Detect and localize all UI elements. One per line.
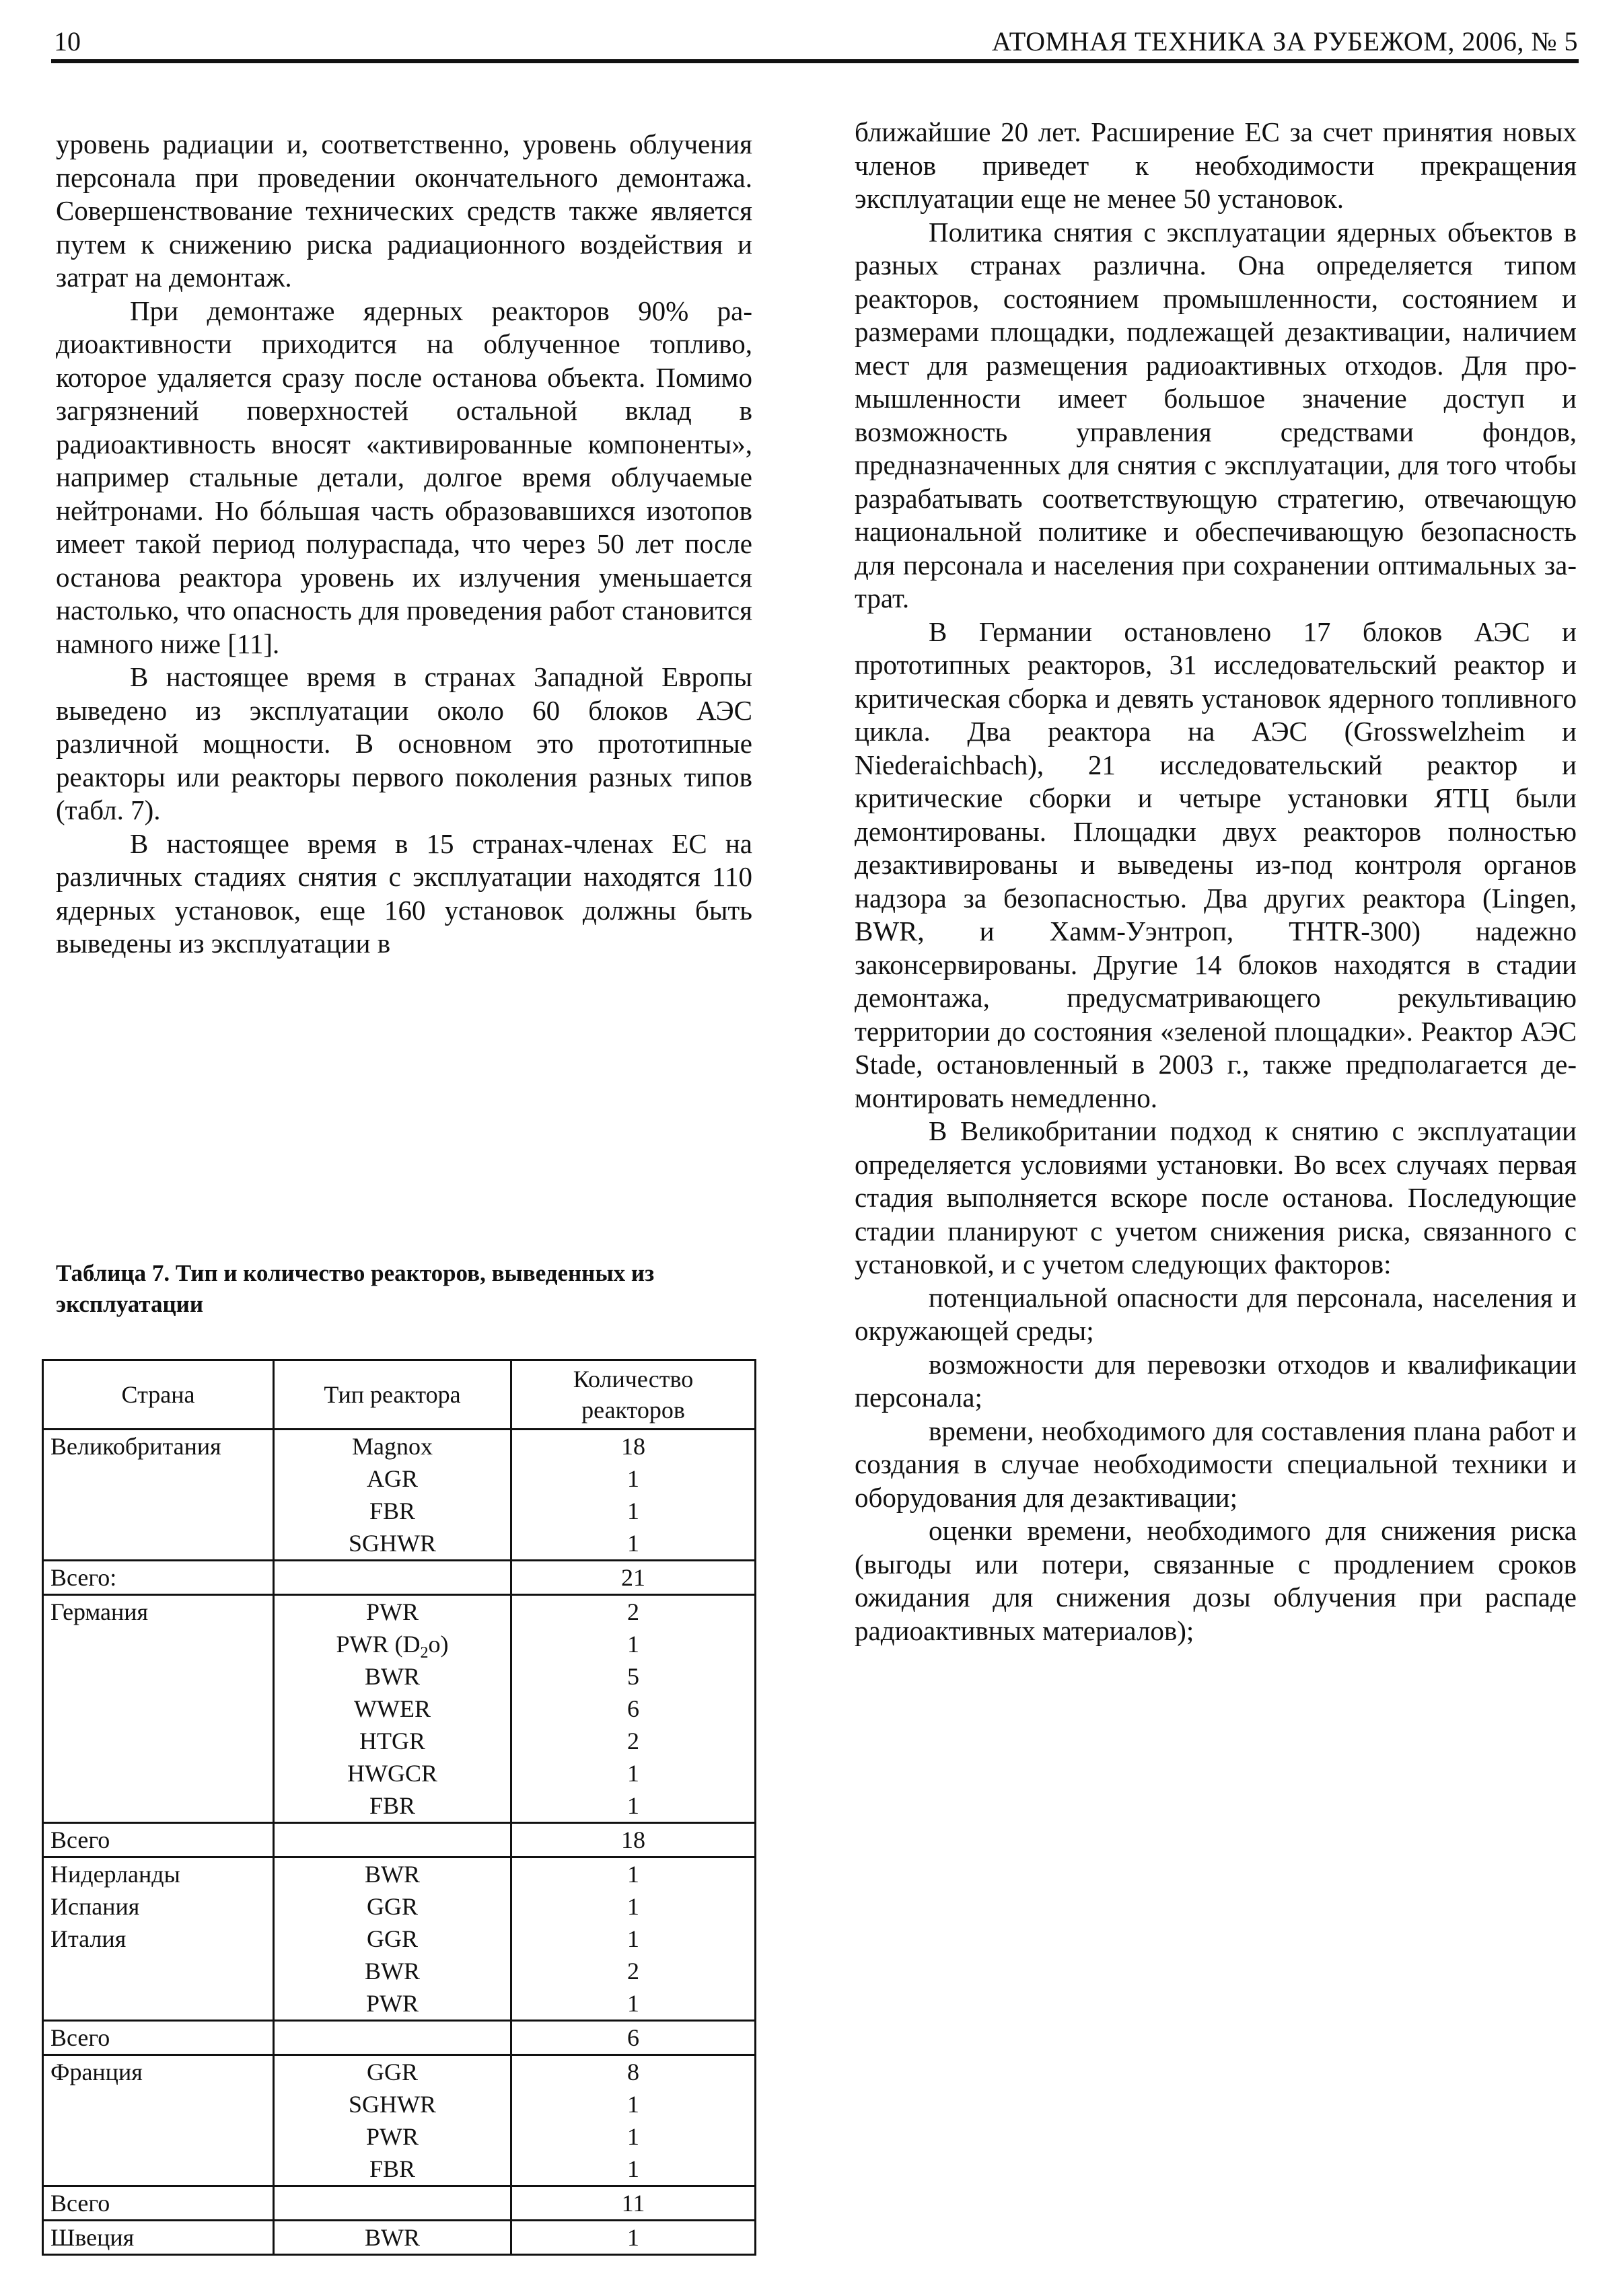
type-cell xyxy=(274,1561,511,1595)
table-row xyxy=(43,2221,756,2255)
count-cell: 2 xyxy=(511,1725,756,1757)
count-cell: 21 xyxy=(511,1561,756,1595)
table-row xyxy=(43,1628,756,1660)
type-cell xyxy=(274,2021,511,2055)
table-caption: Таблица 7. Тип и количество реакторов, выведенных из эксплуатации xyxy=(56,1260,655,1317)
country-cell: Всего xyxy=(43,2186,274,2221)
count-cell: 2 xyxy=(511,1955,756,1987)
type-cell: AGR xyxy=(274,1462,511,1495)
paragraph: Политика снятия с эксплуатации ядерных объектов в разных странах различна. Она определяется типом реакторов, состоянием промышленности, состоянием и размерами площадки, подлежащей дезактивации, наличием мест для размещения радиоактивных отходов. Для промышленности имеет большое значение доступ и возможность управления средствами фондов, предназначенных для снятия с эксплуатации, для того чтобы разрабатывать соответствующую стратегию, отвечающую национальной политике и обеспечивающую безопасность для персонала и населения при сохранении оптимальных затрат. xyxy=(855,216,1577,614)
type-cell: Magnox xyxy=(274,1430,511,1463)
country-cell xyxy=(43,1725,274,1757)
country-cell: Всего xyxy=(43,2021,274,2055)
type-cell: FBR xyxy=(274,1789,511,1823)
country-cell xyxy=(43,1628,274,1660)
count-cell: 1 xyxy=(511,1757,756,1789)
country-cell: Всего: xyxy=(43,1561,274,1595)
type-cell: SGHWR xyxy=(274,2088,511,2120)
list-item: оценки времени, необходимого для снижения риска (выгоды или потери, связанные с продлением сроков ожидания для снижения дозы облучения при распаде радиоактивных материалов); xyxy=(855,1515,1577,1646)
country-cell xyxy=(43,1495,274,1527)
table-row xyxy=(43,1430,756,1463)
country-cell: Испания xyxy=(43,1890,274,1923)
country-cell: Франция xyxy=(43,2055,274,2089)
type-text-tail: o) xyxy=(428,1631,449,1658)
country-cell: Великобритания xyxy=(43,1430,274,1463)
country-cell xyxy=(43,1462,274,1495)
type-cell: HTGR xyxy=(274,1725,511,1757)
table-total-row xyxy=(43,1823,756,1857)
table-row xyxy=(43,1789,756,1823)
count-cell: 1 xyxy=(511,2153,756,2186)
type-cell: SGHWR xyxy=(274,1527,511,1561)
table-row xyxy=(43,2055,756,2089)
country-cell xyxy=(43,2153,274,2186)
table-row xyxy=(43,1725,756,1757)
table-row xyxy=(43,1495,756,1527)
type-cell: GGR xyxy=(274,1890,511,1923)
type-cell: GGR xyxy=(274,1923,511,1955)
type-cell xyxy=(274,1628,511,1660)
table-row xyxy=(43,1462,756,1495)
count-cell: 1 xyxy=(511,2221,756,2255)
type-subscript: 2 xyxy=(420,1644,429,1662)
country-cell xyxy=(43,1955,274,1987)
country-cell xyxy=(43,1987,274,2021)
table-row xyxy=(43,1955,756,1987)
count-cell: 2 xyxy=(511,1595,756,1629)
table-row xyxy=(43,1693,756,1725)
table-row xyxy=(43,1857,756,1891)
type-cell: BWR xyxy=(274,2221,511,2255)
count-cell: 1 xyxy=(511,1890,756,1923)
count-cell: 6 xyxy=(511,2021,756,2055)
journal-title: АТОМНАЯ ТЕХНИКА ЗА РУБЕЖОМ, 2006, № 5 xyxy=(991,26,1578,57)
country-cell: Италия xyxy=(43,1923,274,1955)
table-row xyxy=(43,1757,756,1789)
type-cell: BWR xyxy=(274,1660,511,1693)
table-total-row xyxy=(43,2186,756,2221)
type-cell: PWR xyxy=(274,1987,511,2021)
page-number: 10 xyxy=(54,26,81,57)
paragraph: В настоящее время в 15 странах-членах ЕС на различных стадиях снятия с эксплуатации находятся 110 ядерных установок, еще 160 установок должны быть выведены из эксплуатации в xyxy=(56,827,752,959)
list-item: потенциальной опасности для персонала, населения и окружающей среды; xyxy=(855,1282,1577,1346)
count-cell: 6 xyxy=(511,1693,756,1725)
count-cell: 11 xyxy=(511,2186,756,2221)
country-cell xyxy=(43,1789,274,1823)
table-row xyxy=(43,1527,756,1561)
type-cell: WWER xyxy=(274,1693,511,1725)
paragraph: В настоящее время в странах Западной Европы выведено из эксплуатации около 60 блоков АЭС различной мощности. В основном это прототипные реакторы или реакторы первого поколения разных типов (табл. 7). xyxy=(56,661,752,825)
type-cell: BWR xyxy=(274,1955,511,1987)
count-cell: 18 xyxy=(511,1823,756,1857)
type-text: PWR (D xyxy=(336,1631,421,1658)
count-cell: 1 xyxy=(511,1628,756,1660)
country-cell xyxy=(43,1527,274,1561)
table-row xyxy=(43,1923,756,1955)
count-cell: 1 xyxy=(511,1527,756,1561)
type-cell xyxy=(274,1823,511,1857)
count-cell: 1 xyxy=(511,1987,756,2021)
paragraph: В Германии остановлено 17 блоков АЭС и прототипных реакторов, 31 исследовательский реактор и критическая сборка и девять установок ядерного топливного цикла. Два реактора на АЭС (Grosswelzheim и Niederaichbach), 21 исследовательский реактор и критические сборки и четыре установки ЯТЦ были демонтированы. Площадки двух реакторов полностью дезактивированы и выведены из-под контроля органов надзора за безопасностью. Два других реактора (Lingen, BWR, и Хамм-Уэнтроп, THTR-300) надежно законсервированы. Другие 14 блоков находятся в стадии демонтажа, предусматривающего рекультивацию территории до состояния «зеленой площадки». Реактор АЭС Stade, остановленный в 2003 г., также предполагается демонтировать немедленно. xyxy=(855,616,1577,1113)
table-total-row xyxy=(43,1561,756,1595)
reactor-table xyxy=(42,1359,756,2256)
list-item: времени, необходимого для составления плана работ и создания в случае необходимости специальной техники и оборудования для дезактивации; xyxy=(855,1415,1577,1513)
table-row xyxy=(43,2120,756,2153)
paragraph: При демонтаже ядерных реакторов 90% радиоактивности приходится на облученное топливо, которое удаляется сразу после останова объекта. Помимо загрязнений поверхностей остальной вклад в радиоактивность вносят «активированные компоненты», например стальные детали, долгое время облучаемые нейтронами. Но бóльшая часть образовавшихся изотопов имеет такой период полураспада, что через 50 лет после останова реактора уровень их излучения уменьшается настолько, что опасность для проведения работ становится намного ниже [11]. xyxy=(56,295,752,659)
country-cell: Швеция xyxy=(43,2221,274,2255)
list-item: возможности для перевозки отходов и квалификации персонала; xyxy=(855,1348,1577,1413)
paragraph: В Великобритании подход к снятию с эксплуатации определяется условиями установки. Во всех случаях первая стадия выполняется вскоре после останова. Последующие стадии планируют с учетом снижения риска, связанного с установкой, и с учетом следующих факторов: xyxy=(855,1115,1577,1280)
country-cell: Нидерланды xyxy=(43,1857,274,1891)
table-row xyxy=(43,2153,756,2186)
count-cell: 8 xyxy=(511,2055,756,2089)
table-row xyxy=(43,1890,756,1923)
table-header-row xyxy=(43,1360,756,1430)
table-row xyxy=(43,1660,756,1693)
count-cell: 5 xyxy=(511,1660,756,1693)
count-cell: 1 xyxy=(511,1495,756,1527)
country-cell xyxy=(43,1660,274,1693)
count-cell: 1 xyxy=(511,2120,756,2153)
type-cell: FBR xyxy=(274,2153,511,2186)
type-cell: PWR xyxy=(274,2120,511,2153)
country-cell xyxy=(43,1757,274,1789)
type-cell: FBR xyxy=(274,1495,511,1527)
left-column xyxy=(56,128,752,961)
count-cell: 18 xyxy=(511,1430,756,1463)
paragraph: ближайшие 20 лет. Расширение ЕС за счет принятия новых членов приведет к необходимости прекращения эксплуатации еще не менее 50 установок. xyxy=(855,116,1577,214)
count-cell: 1 xyxy=(511,1857,756,1891)
paragraph: уровень радиации и, соответственно, уровень облучения персонала при проведении окончательного демонтажа. Совершенствование технических средств также является путем к снижению риска радиационного воздействия и затрат на демонтаж. xyxy=(56,128,752,293)
header-rule xyxy=(51,59,1579,63)
column-header-country: Страна xyxy=(43,1360,274,1430)
count-cell: 1 xyxy=(511,1462,756,1495)
country-cell xyxy=(43,1693,274,1725)
count-cell: 1 xyxy=(511,1789,756,1823)
count-cell: 1 xyxy=(511,1923,756,1955)
count-cell: 1 xyxy=(511,2088,756,2120)
type-cell: BWR xyxy=(274,1857,511,1891)
page-header xyxy=(54,20,1578,61)
table-row xyxy=(43,1987,756,2021)
column-header-type: Тип реактора xyxy=(274,1360,511,1430)
type-cell: GGR xyxy=(274,2055,511,2089)
type-cell xyxy=(274,2186,511,2221)
right-column xyxy=(855,116,1577,1647)
country-cell: Германия xyxy=(43,1595,274,1629)
table-row xyxy=(43,2088,756,2120)
country-cell xyxy=(43,2088,274,2120)
table-row xyxy=(43,1595,756,1629)
country-cell: Всего xyxy=(43,1823,274,1857)
table-total-row xyxy=(43,2021,756,2055)
country-cell xyxy=(43,2120,274,2153)
column-header-count: Количество реакторов xyxy=(511,1360,756,1430)
type-cell: PWR xyxy=(274,1595,511,1629)
type-cell: HWGCR xyxy=(274,1757,511,1789)
